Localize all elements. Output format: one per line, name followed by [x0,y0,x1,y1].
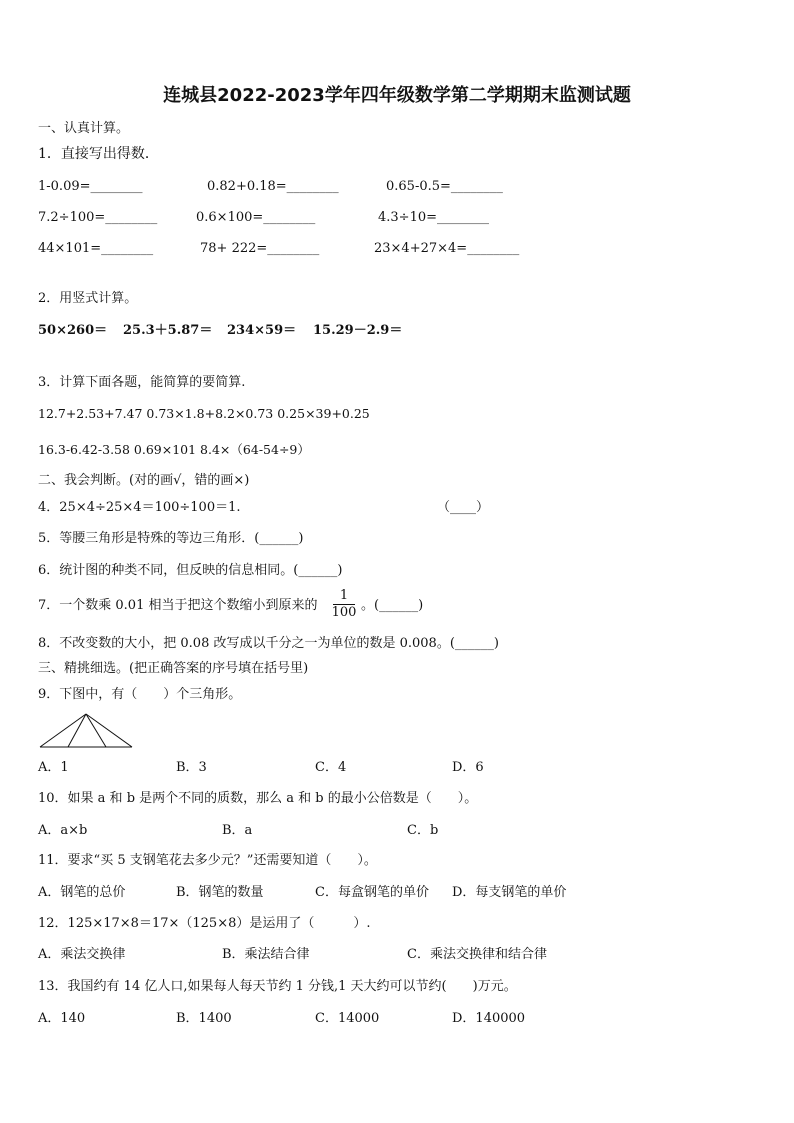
q1-item: 44×101=________ [38,241,154,256]
triangle-right-side [86,714,132,747]
q4-text: 4．25×4÷25×4＝100÷100＝1. [38,500,241,515]
q7-text: 7．一个数乘 0.01 相当于把这个数缩小到原来的 [38,598,318,613]
triangle-inner-line [68,714,86,747]
q2-text: 2．用竖式计算。 [38,291,138,306]
q13-option[interactable]: C．14000 [315,1011,380,1026]
section-1-heading: 一、认真计算。 [38,121,130,136]
fraction-denominator: 100 [331,605,357,620]
q3-line: 16.3-6.42-3.58 0.69×101 8.4×（64-54÷9） [38,442,310,457]
q2-item: 15.29－2.9＝ [313,323,403,338]
q10-option[interactable]: B．a [222,823,253,838]
q9-option[interactable]: D．6 [452,760,484,775]
q11-option[interactable]: B．钢笔的数量 [176,885,264,900]
triangle-inner-line [86,714,106,747]
q7-blank: 。(______) [361,598,424,613]
q13-option[interactable]: D．140000 [452,1011,526,1026]
q9-option[interactable]: C．4 [315,760,347,775]
q10-option[interactable]: A．a×b [38,823,88,838]
section-2-heading: 二、我会判断。(对的画√，错的画×) [38,473,250,488]
q4-answer-blank[interactable]: （____） [437,500,490,515]
q1-item: 23×4+27×4=________ [374,241,520,256]
q11-option[interactable]: A．钢笔的总价 [38,885,126,900]
q9-text: 9．下图中，有（ ）个三角形。 [38,687,242,702]
q1-item: 4.3÷10=________ [378,210,490,225]
q13-text: 13．我国约有 14 亿人口,如果每人每天节约 1 分钱,1 天大约可以节约( )万元。 [38,979,517,994]
q1-text: 1．直接写出得数． [38,146,159,162]
q2-item: 25.3＋5.87＝ [123,323,213,338]
q1-item: 0.65-0.5=________ [386,179,503,194]
q12-option[interactable]: A．乘法交换律 [38,947,126,962]
q3-line: 12.7+2.53+7.47 0.73×1.8+8.2×0.73 0.25×39+0.25 [38,406,370,421]
q1-item: 7.2÷100=________ [38,210,158,225]
fraction-numerator: 1 [339,588,349,603]
q11-text: 11．要求“买 5 支钢笔花去多少元？”还需要知道（ ）。 [38,853,377,868]
q1-item: 0.82+0.18=________ [207,179,339,194]
q13-option[interactable]: A．140 [38,1011,86,1026]
q2-item: 50×260＝ [38,323,108,338]
q12-option[interactable]: C．乘法交换律和结合律 [407,947,547,962]
q2-item: 234×59＝ [227,323,297,338]
q9-option[interactable]: A．1 [38,760,69,775]
page-title: 连城县2022-2023学年四年级数学第二学期期末监测试题 [163,85,631,106]
q5-text: 5．等腰三角形是特殊的等边三角形．(______) [38,531,304,546]
q8-text: 8．不改变数的大小，把 0.08 改写成以千分之一为单位的数是 0.008。(______) [38,636,499,651]
q13-option[interactable]: B．1400 [176,1011,232,1026]
q9-option[interactable]: B．3 [176,760,207,775]
q10-text: 10．如果 a 和 b 是两个不同的质数，那么 a 和 b 的最小公倍数是（ ）。 [38,791,478,806]
q11-option[interactable]: D．每支钢笔的单价 [452,885,567,900]
q10-option[interactable]: C．b [407,823,439,838]
q1-item: 0.6×100=________ [196,210,316,225]
q11-option[interactable]: C．每盒钢笔的单价 [315,885,429,900]
q1-item: 78+ 222=________ [200,241,320,256]
section-3-heading: 三、精挑细选。(把正确答案的序号填在括号里) [38,661,309,676]
q1-item: 1-0.09=________ [38,179,143,194]
q9-triangle-figure [38,712,134,750]
q3-text: 3．计算下面各题，能简算的要简算. [38,375,246,390]
q6-text: 6．统计图的种类不同，但反映的信息相同。(______) [38,563,343,578]
q12-option[interactable]: B．乘法结合律 [222,947,310,962]
q7-fraction [329,588,359,621]
q12-text: 12．125×17×8＝17×（125×8）是运用了（ ）. [38,916,371,931]
triangle-left-side [40,714,86,747]
